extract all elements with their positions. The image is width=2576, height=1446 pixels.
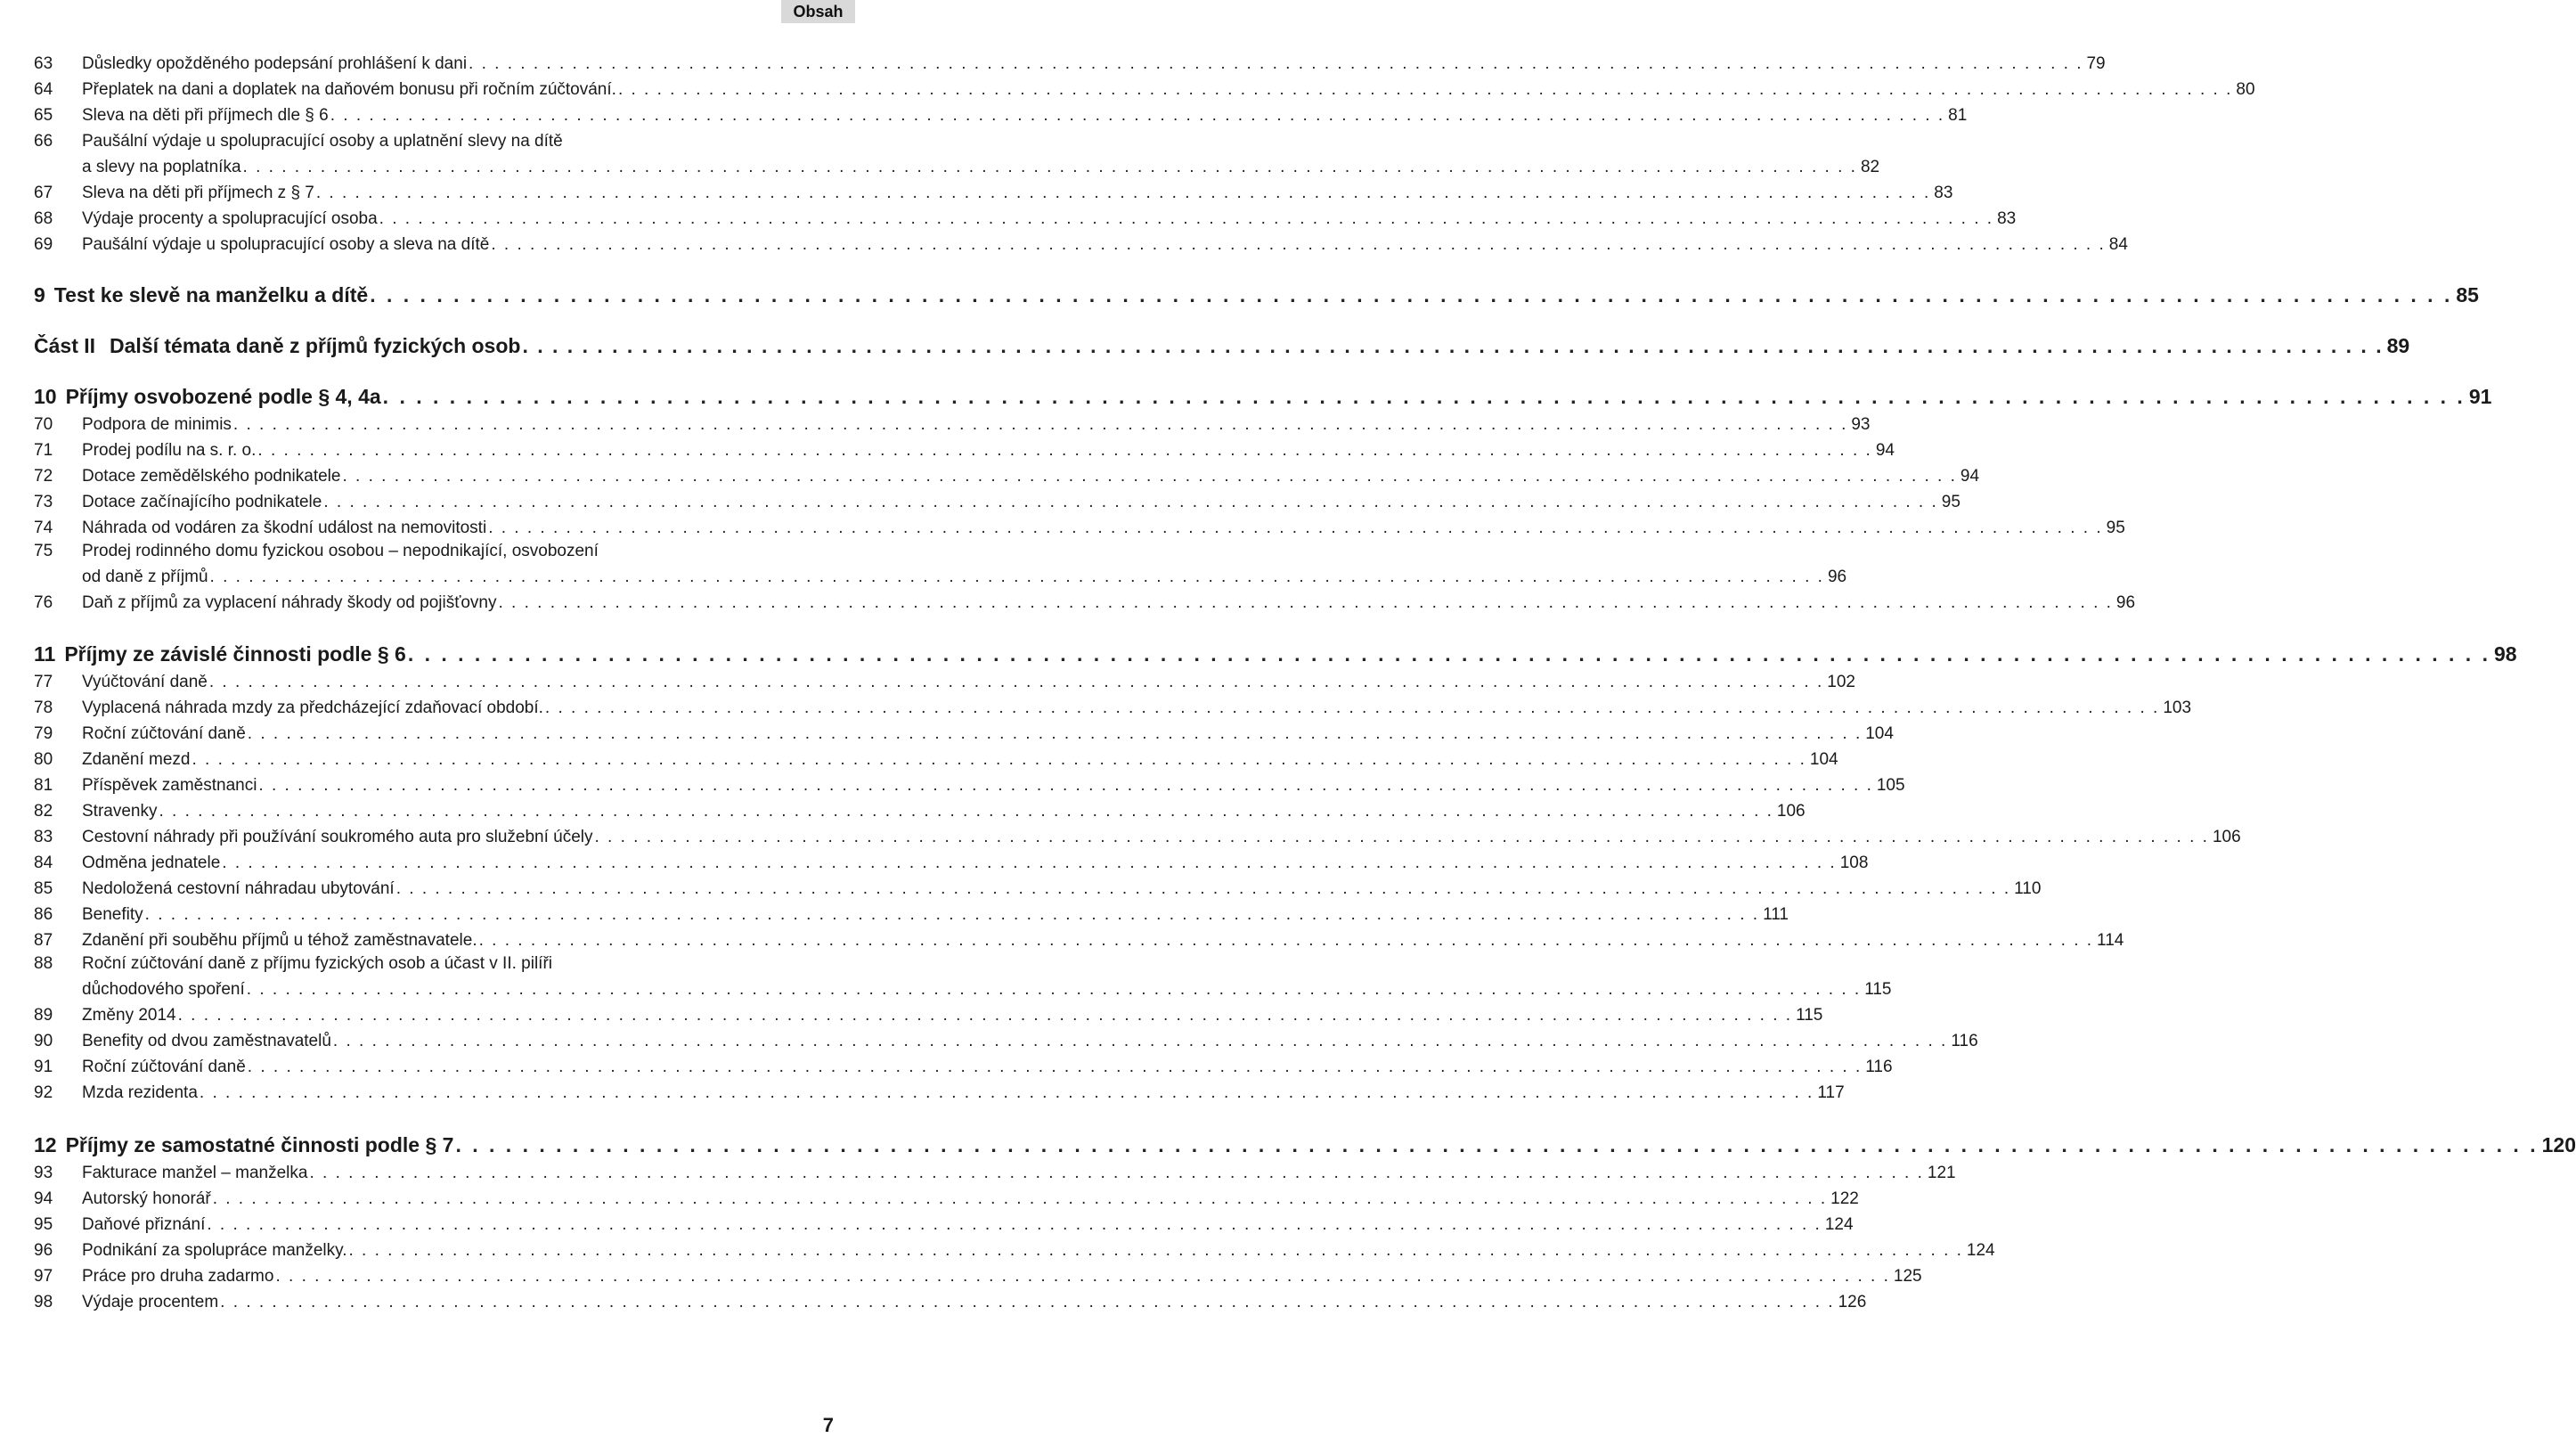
section-tab: Obsah — [781, 0, 855, 23]
dot-leader — [616, 79, 2232, 101]
toc-title: Roční zúčtování daně — [82, 724, 246, 743]
toc-entry[interactable] — [34, 492, 1961, 513]
toc-number: 98 — [34, 1293, 53, 1311]
toc-entry[interactable] — [34, 1214, 1854, 1236]
toc-page-number: 104 — [1809, 750, 1838, 769]
toc-number: 86 — [34, 905, 53, 924]
toc-number: 9 — [34, 283, 45, 306]
toc-entry[interactable] — [34, 105, 1968, 127]
toc-entry[interactable] — [34, 131, 844, 152]
toc-page-number: 83 — [1997, 209, 2017, 228]
toc-page-number: 122 — [1830, 1189, 1859, 1208]
toc-page-number: 89 — [2386, 334, 2410, 357]
toc-title: Autorský honorář — [82, 1189, 211, 1208]
toc-entry[interactable] — [34, 749, 1838, 771]
toc-page-number: 83 — [1934, 184, 1953, 202]
dot-leader — [593, 827, 2209, 848]
toc-number: 78 — [34, 698, 53, 717]
toc-page-number: 108 — [1839, 854, 1869, 872]
dot-leader — [329, 105, 1944, 127]
toc-page-number: 82 — [1860, 158, 1880, 176]
dot-leader — [520, 332, 2383, 359]
toc-entry[interactable] — [34, 208, 2017, 230]
toc-title: Fakturace manžel – manželka — [82, 1164, 308, 1182]
toc-page-number: 115 — [1796, 1006, 1823, 1025]
toc-entry[interactable] — [34, 183, 1953, 204]
dot-leader — [245, 979, 1861, 1001]
toc-entry[interactable] — [34, 1005, 1823, 1026]
dot-leader — [246, 723, 1862, 745]
toc-title: Příspěvek zaměstnanci — [82, 776, 257, 795]
dot-leader — [395, 878, 2010, 900]
dot-leader — [346, 1240, 1962, 1262]
toc-title: Cestovní náhrady při používání soukromého auta pro služební účely — [82, 828, 593, 846]
dot-leader — [477, 930, 2093, 952]
toc-page-number: 102 — [1827, 673, 1855, 691]
toc-page-number: 120 — [2541, 1133, 2576, 1156]
toc-chapter[interactable] — [34, 1131, 2576, 1158]
toc-entry[interactable] — [34, 79, 2255, 101]
toc-page-number: 80 — [2236, 80, 2255, 99]
toc-number: 90 — [34, 1032, 53, 1050]
toc-number: 70 — [34, 415, 53, 434]
toc-entry[interactable] — [34, 466, 1980, 487]
toc-title: Příjmy ze samostatné činnosti podle § 7 — [65, 1133, 454, 1156]
dot-leader — [489, 234, 2105, 256]
toc-entry[interactable] — [34, 1292, 1867, 1313]
toc-entry[interactable] — [34, 878, 2042, 900]
toc-number: 93 — [34, 1164, 53, 1182]
toc-number: 76 — [34, 593, 53, 612]
toc-title: Práce pro druha zadarmo — [82, 1267, 274, 1286]
toc-page-number: 96 — [1827, 568, 1847, 586]
dot-leader — [205, 1214, 1821, 1236]
toc-number: 96 — [34, 1241, 53, 1260]
toc-number: 69 — [34, 235, 53, 254]
toc-number: 12 — [34, 1133, 57, 1156]
toc-entry[interactable] — [34, 723, 1894, 745]
toc-page-number: 96 — [2115, 593, 2136, 612]
toc-title: Podnikání za spolupráce manželky. — [82, 1241, 347, 1260]
dot-leader — [307, 1163, 1923, 1184]
toc-number: 65 — [34, 106, 53, 125]
toc-title: Test ke slevě na manželku a dítě — [53, 283, 369, 306]
toc-entry[interactable] — [34, 1266, 1922, 1287]
dot-leader — [314, 183, 1930, 204]
toc-title: Stravenky — [82, 802, 158, 821]
toc-number: 72 — [34, 467, 53, 486]
dot-leader — [406, 641, 2490, 667]
dot-leader — [232, 414, 1847, 436]
dot-leader — [453, 1131, 2538, 1158]
toc-page-number: 116 — [1951, 1032, 1978, 1050]
toc-number: 88 — [34, 954, 53, 973]
dot-leader — [211, 1189, 1827, 1210]
toc-entry[interactable] — [34, 672, 1855, 693]
toc-entry[interactable] — [34, 53, 2106, 75]
toc-title: Příjmy ze závislé činnosti podle § 6 — [64, 642, 406, 666]
toc-title: Zdanění při souběhu příjmů u téhož zaměstnavatele. — [82, 931, 477, 950]
toc-title: důchodového spoření — [82, 980, 245, 999]
toc-page-number: 124 — [1824, 1215, 1854, 1234]
toc-page-number: 115 — [1864, 980, 1892, 999]
toc-entry[interactable] — [34, 567, 1847, 588]
toc-title: Vyplacená náhrada mzdy za předcházející zdaňovací období. — [82, 698, 543, 717]
toc-entry[interactable] — [34, 1057, 1893, 1078]
toc-title: Roční zúčtování daně z příjmu fyzických osob a účast v II. pilíři — [82, 954, 553, 973]
toc-page-number: 106 — [2212, 828, 2241, 846]
toc-number: 75 — [34, 542, 53, 560]
toc-title: Paušální výdaje u spolupracující osoby a uplatnění slevy na dítě — [82, 132, 563, 151]
dot-leader — [241, 157, 1857, 178]
dot-leader — [218, 1292, 1834, 1313]
dot-leader — [381, 383, 2466, 410]
toc-number: 10 — [34, 385, 57, 408]
toc-number: 68 — [34, 209, 53, 228]
dot-leader — [176, 1005, 1792, 1026]
toc-number: 74 — [34, 519, 53, 537]
toc-number: 94 — [34, 1189, 53, 1208]
toc-entry[interactable] — [34, 1163, 1956, 1184]
toc-entry[interactable] — [34, 930, 2124, 952]
toc-entry[interactable] — [34, 234, 2128, 256]
toc-page-number: 124 — [1966, 1241, 1995, 1260]
dot-leader — [467, 53, 2083, 75]
toc-entry[interactable] — [34, 775, 1905, 797]
toc-page-number: 110 — [2014, 879, 2042, 898]
toc-title: Zdanění mezd — [82, 750, 191, 769]
toc-part[interactable] — [34, 332, 2410, 359]
dot-leader — [157, 801, 1773, 822]
dot-leader — [256, 440, 1871, 462]
toc-title: Paušální výdaje u spolupracující osoby a sleva na dítě — [82, 235, 490, 254]
toc-number: 87 — [34, 931, 53, 950]
toc-number: 66 — [34, 132, 53, 151]
toc-page-number: 103 — [2163, 698, 2192, 717]
toc-number: 64 — [34, 80, 53, 99]
dot-leader — [543, 698, 2159, 719]
dot-leader — [198, 1082, 1814, 1104]
toc-title: Důsledky opožděného podepsání prohlášení k dani — [82, 54, 468, 73]
toc-title: Dotace začínajícího podnikatele — [82, 493, 322, 511]
toc-entry[interactable] — [34, 1189, 1859, 1210]
toc-number: 82 — [34, 802, 53, 821]
toc-page-number: 116 — [1865, 1058, 1893, 1076]
toc-page-number: 106 — [1776, 802, 1806, 821]
dot-leader — [143, 904, 1759, 926]
toc-title: a slevy na poplatníka — [82, 158, 241, 176]
toc-title: Roční zúčtování daně — [82, 1058, 246, 1076]
dot-leader — [496, 592, 2112, 614]
toc-entry[interactable] — [34, 518, 2125, 539]
toc-page-number: 85 — [2456, 283, 2479, 306]
toc-page-number: 105 — [1876, 776, 1905, 795]
toc-chapter[interactable] — [34, 383, 2492, 410]
toc-title: Dotace zemědělského podnikatele — [82, 467, 341, 486]
toc-title: Výdaje procentem — [82, 1293, 219, 1311]
toc-entry[interactable] — [34, 827, 2241, 848]
toc-number: 80 — [34, 750, 53, 769]
toc-title: Změny 2014 — [82, 1006, 176, 1025]
toc-page-number: 104 — [1865, 724, 1894, 743]
toc-number: 67 — [34, 184, 53, 202]
toc-number: 81 — [34, 776, 53, 795]
toc-page-number: 95 — [2106, 519, 2125, 537]
toc-title: Nedoložená cestovní náhradau ubytování — [82, 879, 395, 898]
toc-entry[interactable] — [34, 979, 1892, 1001]
toc-number: 97 — [34, 1267, 53, 1286]
dot-leader — [331, 1031, 1947, 1052]
toc-number: 95 — [34, 1215, 53, 1234]
toc-page-number: 114 — [2097, 931, 2124, 950]
toc-title: Prodej rodinného domu fyzickou osobou – nepodnikající, osvobození — [82, 542, 599, 560]
toc-page-number: 93 — [1851, 415, 1871, 434]
dot-leader — [486, 518, 2102, 539]
toc-entry[interactable] — [34, 440, 1895, 462]
toc-title: Prodej podílu na s. r. o. — [82, 441, 257, 460]
dot-leader — [273, 1266, 1889, 1287]
toc-title: Daňové přiznání — [82, 1215, 206, 1234]
toc-number: 71 — [34, 441, 53, 460]
toc-entry[interactable] — [34, 953, 844, 975]
toc-page-number: 126 — [1838, 1293, 1867, 1311]
toc-entry[interactable] — [34, 1240, 1995, 1262]
toc-title: od daně z příjmů — [82, 568, 208, 586]
toc-title: Mzda rezidenta — [82, 1083, 198, 1102]
toc-page-number: 125 — [1893, 1267, 1922, 1286]
toc-page-number: 94 — [1960, 467, 1980, 486]
toc-number: 92 — [34, 1083, 53, 1102]
toc-page-number: 111 — [1763, 905, 1789, 924]
toc-number: 83 — [34, 828, 53, 846]
toc-title: Přeplatek na dani a doplatek na daňovém bonusu při ročním zúčtování. — [82, 80, 616, 99]
toc-title: Podpora de minimis — [82, 415, 232, 434]
toc-chapter[interactable] — [34, 282, 2479, 308]
toc-number: 91 — [34, 1058, 53, 1076]
toc-entry[interactable] — [34, 414, 1871, 436]
dot-leader — [257, 775, 1872, 797]
toc-number: 85 — [34, 879, 53, 898]
dot-leader — [208, 672, 1823, 693]
toc-title: Sleva na děti při příjmech z § 7 — [82, 184, 314, 202]
toc-title: Benefity od dvou zaměstnavatelů — [82, 1032, 331, 1050]
toc-page-number: 84 — [2108, 235, 2128, 254]
toc-title: Benefity — [82, 905, 143, 924]
toc-page-number: 98 — [2493, 642, 2517, 666]
toc-entry[interactable] — [34, 1082, 1845, 1104]
toc-title: Výdaje procenty a spolupracující osoba — [82, 209, 378, 228]
toc-page-number: 121 — [1927, 1164, 1956, 1182]
toc-title: Náhrada od vodáren za škodní událost na nemovitosti — [82, 519, 487, 537]
toc-title: Daň z příjmů za vyplacení náhrady škody od pojišťovny — [82, 593, 497, 612]
toc-number: 89 — [34, 1006, 53, 1025]
toc-page-number: 117 — [1817, 1083, 1845, 1102]
toc-entry[interactable] — [34, 801, 1806, 822]
dot-leader — [340, 466, 1956, 487]
toc-number: Část II — [34, 334, 96, 357]
toc-page-number: 94 — [1875, 441, 1895, 460]
toc-entry[interactable] — [34, 1031, 1978, 1052]
dot-leader — [208, 567, 1824, 588]
toc-page-number: 79 — [2086, 54, 2106, 73]
toc-number: 63 — [34, 54, 53, 73]
toc-page-number: 91 — [2468, 385, 2492, 408]
toc-number: 84 — [34, 854, 53, 872]
dot-leader — [368, 282, 2452, 308]
toc-page-number: 81 — [1948, 106, 1968, 125]
dot-leader — [378, 208, 1993, 230]
dot-leader — [190, 749, 1806, 771]
dot-leader — [220, 853, 1836, 874]
toc-title: Sleva na děti při příjmech dle § 6 — [82, 106, 329, 125]
toc-title: Odměna jednatele — [82, 854, 221, 872]
dot-leader — [322, 492, 1937, 513]
page-number: 7 — [822, 1414, 834, 1436]
toc-number: 79 — [34, 724, 53, 743]
toc-title: Další témata daně z příjmů fyzických osob — [110, 334, 521, 357]
toc-entry[interactable] — [34, 698, 2192, 719]
toc-entry[interactable] — [34, 904, 1789, 926]
toc-entry[interactable] — [34, 157, 1880, 178]
toc-chapter[interactable] — [34, 641, 2517, 667]
toc-entry[interactable] — [34, 592, 2136, 614]
toc-title: Příjmy osvobozené podle § 4, 4a — [65, 385, 381, 408]
toc-number: 73 — [34, 493, 53, 511]
dot-leader — [246, 1057, 1862, 1078]
toc-entry[interactable] — [34, 853, 1869, 874]
toc-number: 11 — [34, 642, 56, 666]
toc-page-number: 95 — [1941, 493, 1961, 511]
toc-entry[interactable] — [34, 541, 844, 562]
toc-title: Vyúčtování daně — [82, 673, 208, 691]
toc-number: 77 — [34, 673, 53, 691]
